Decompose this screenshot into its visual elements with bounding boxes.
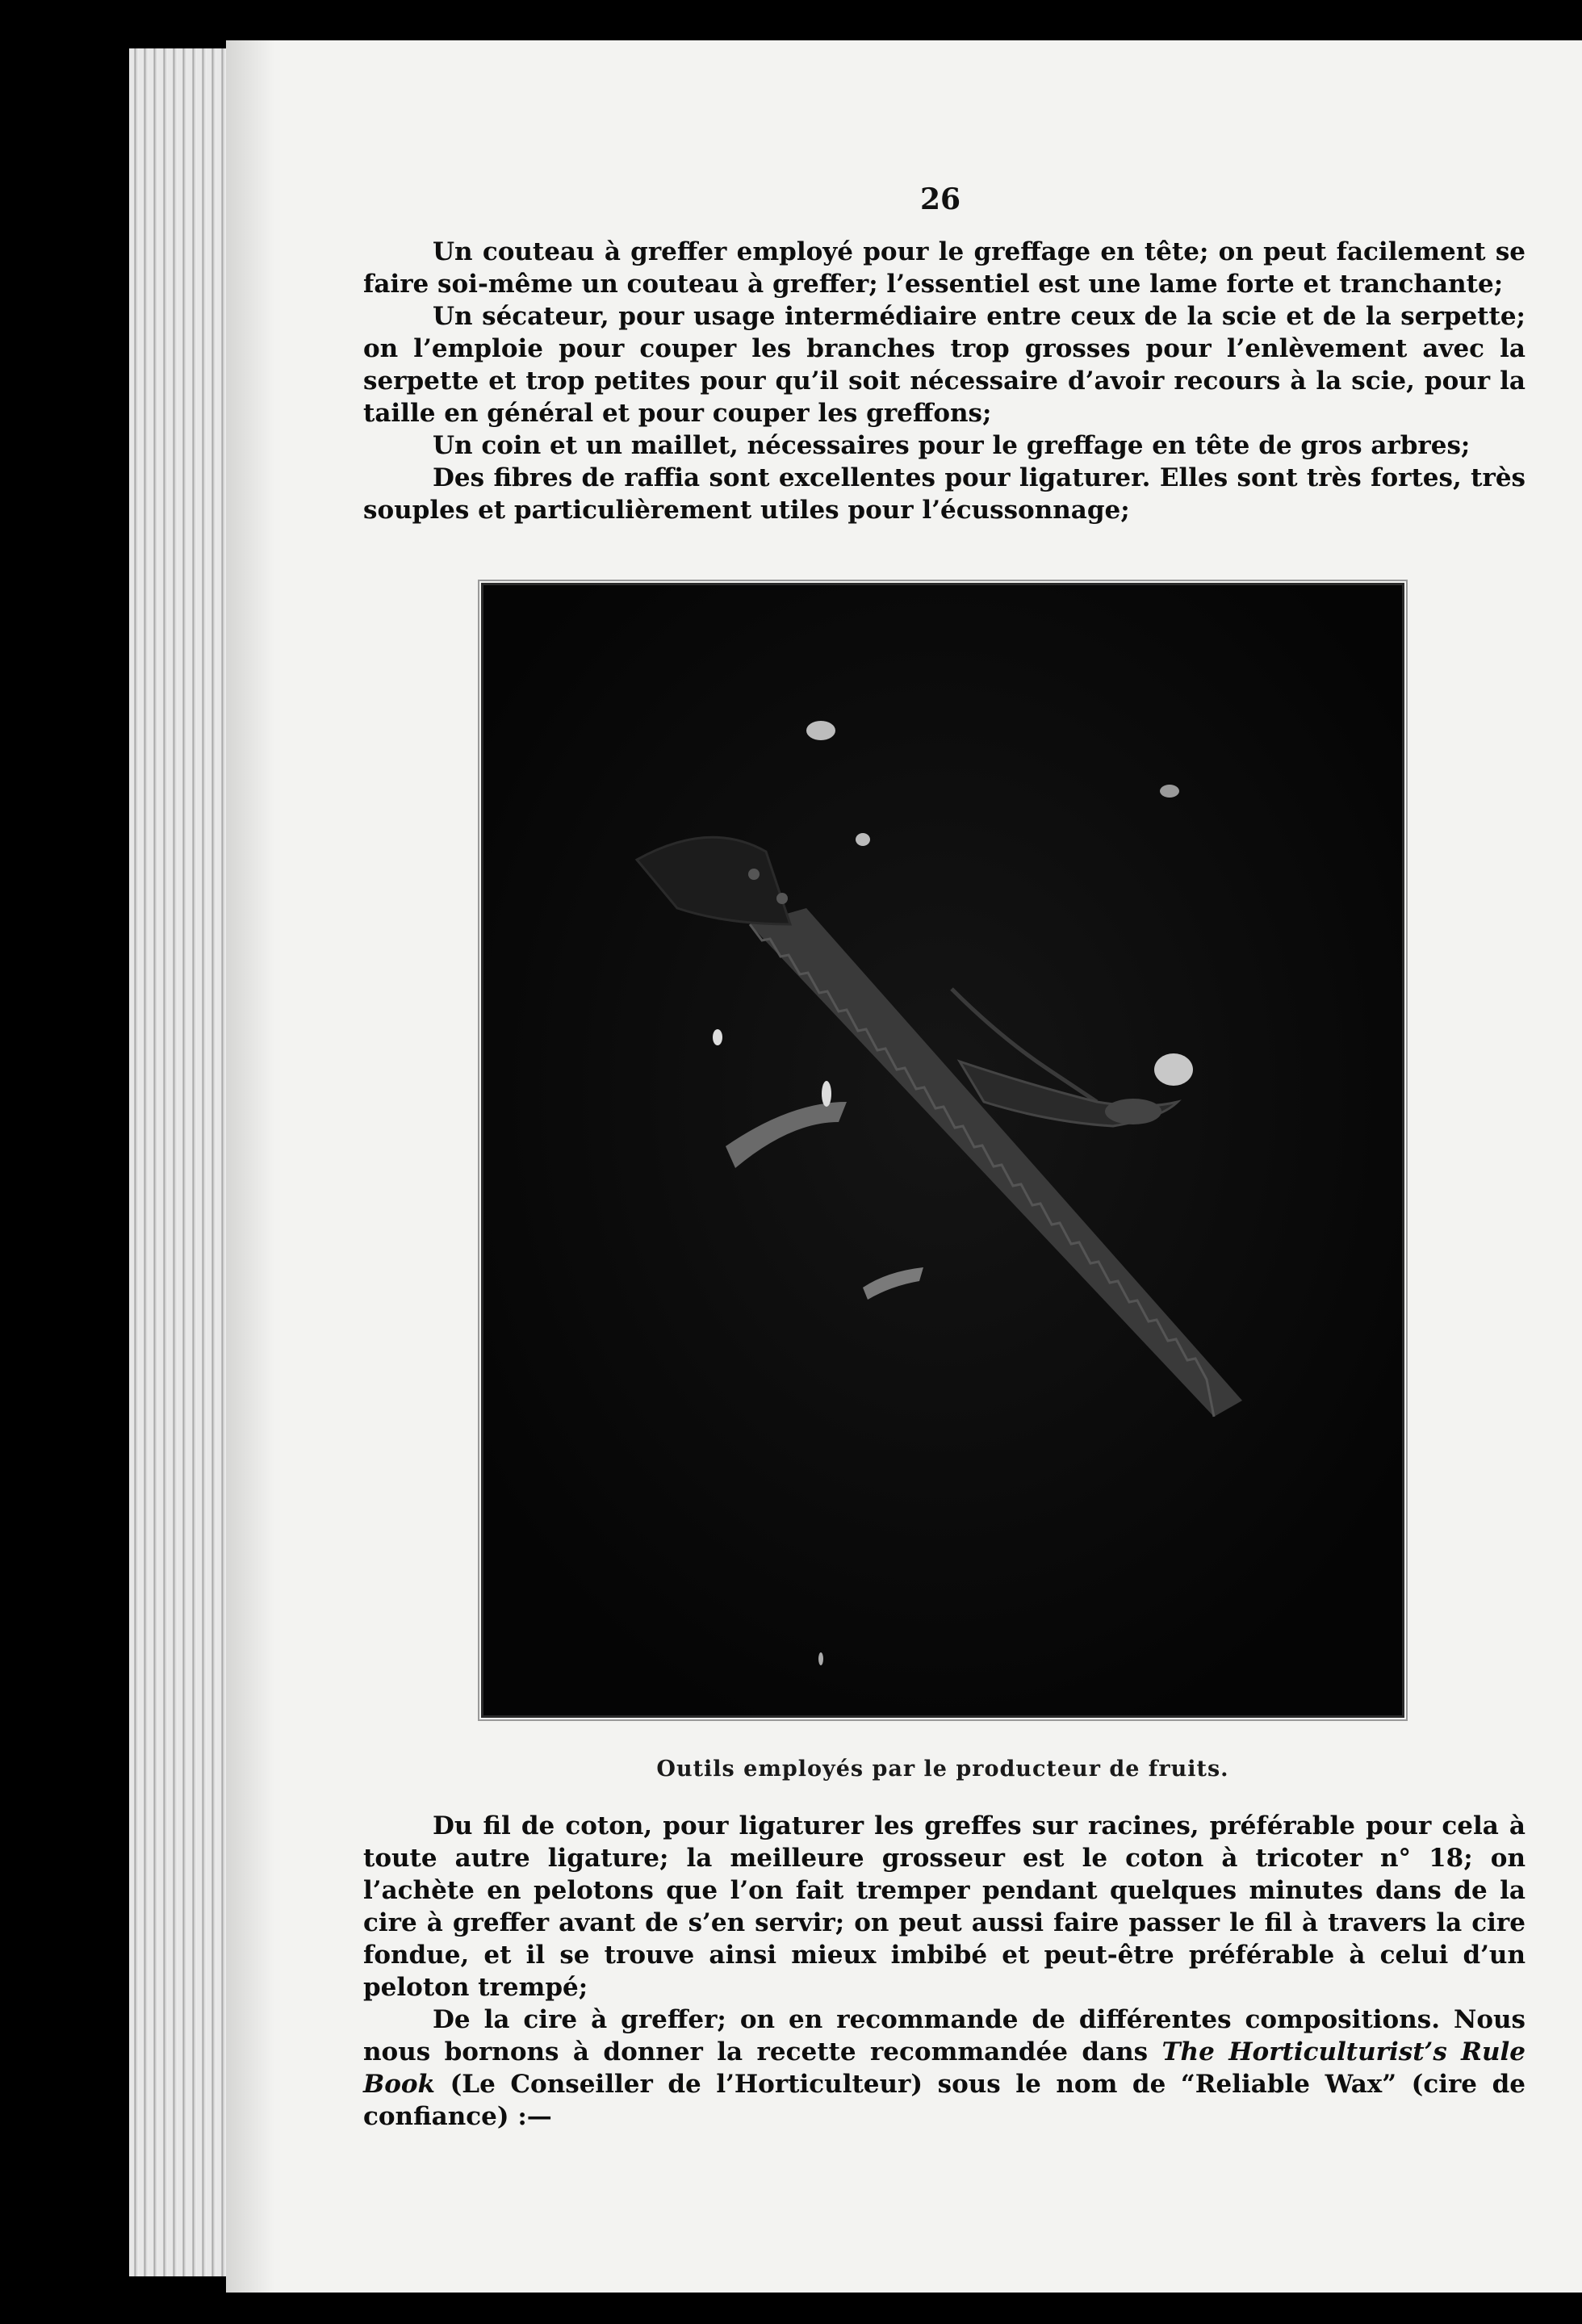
specks bbox=[713, 1029, 722, 1045]
paragraph-cire-text-end: (Le Conseiller de l’Horticulteur) sous le nom de “Reliable Wax” (cire de confiance) :— bbox=[363, 2070, 1526, 2131]
page-edges bbox=[129, 48, 242, 2276]
tools-photograph-image bbox=[483, 585, 1402, 1715]
paragraph-cire bbox=[363, 2004, 1526, 2133]
paragraph-fil-coton: Du fil de coton, pour ligaturer les greffes sur racines, préférable pour cela à toute autre ligature; la meilleure grosseur est le coton à tricoter n° 18; on l’achète en pelotons que l’on fait tremper pendant quelques minutes dans de la cire à greffer avant de s’en servir; on peut aussi faire passer le fil à travers la cire fondue, et il se trouve ainsi mieux imbibé et peut-être préférable à celui d’un peloton trempé; bbox=[363, 1811, 1526, 2002]
specks bbox=[818, 1652, 823, 1665]
photo-background bbox=[483, 585, 1402, 1715]
paragraph-coin-maillet: Un coin et un maillet, nécessaires pour le greffage en tête de gros arbres; bbox=[433, 431, 1471, 460]
text-block-top bbox=[363, 236, 1526, 526]
book-title: The Horticulturist’s Rule Book bbox=[363, 2037, 1526, 2099]
tools-photograph bbox=[481, 583, 1404, 1718]
page-number: 26 bbox=[920, 182, 961, 216]
figure-caption: Outils employés par le producteur de fruits. bbox=[656, 1757, 1229, 1782]
raffia-tuft bbox=[806, 721, 835, 740]
paragraph-cire-text: De la cire à greffer; on en recommande de différentes compositions. Nous nous bornons à donner la recette recommandée dans bbox=[363, 2005, 1526, 2066]
paragraph-raffia: Des fibres de raffia sont excellentes pour ligaturer. Elles sont très fortes, très souples et particulièrement utiles pour l’écussonnage; bbox=[363, 463, 1526, 525]
cotton-ball bbox=[1154, 1053, 1193, 1086]
raffia-tuft bbox=[1160, 785, 1179, 798]
specks bbox=[856, 833, 870, 846]
specks bbox=[822, 1081, 831, 1107]
secateur-pivot bbox=[1105, 1099, 1161, 1124]
text-block-bottom bbox=[363, 1810, 1526, 2133]
paragraph-secateur: Un sécateur, pour usage intermédiaire entre ceux de la scie et de la serpette; on l’emploie pour couper les branches trop grosses pour l’enlèvement avec la serpette et trop petites pour qu’il soit nécessaire d’avoir recours à la scie, pour la taille en général et pour couper les greffons; bbox=[363, 302, 1526, 428]
saw-rivet bbox=[776, 893, 788, 904]
gutter-shadow bbox=[226, 40, 274, 2293]
saw-rivet bbox=[748, 869, 760, 880]
paragraph-couteau: Un couteau à greffer employé pour le greffage en tête; on peut facilement se faire soi-même un couteau à greffer; l’essentiel est une lame forte et tranchante; bbox=[363, 237, 1526, 299]
